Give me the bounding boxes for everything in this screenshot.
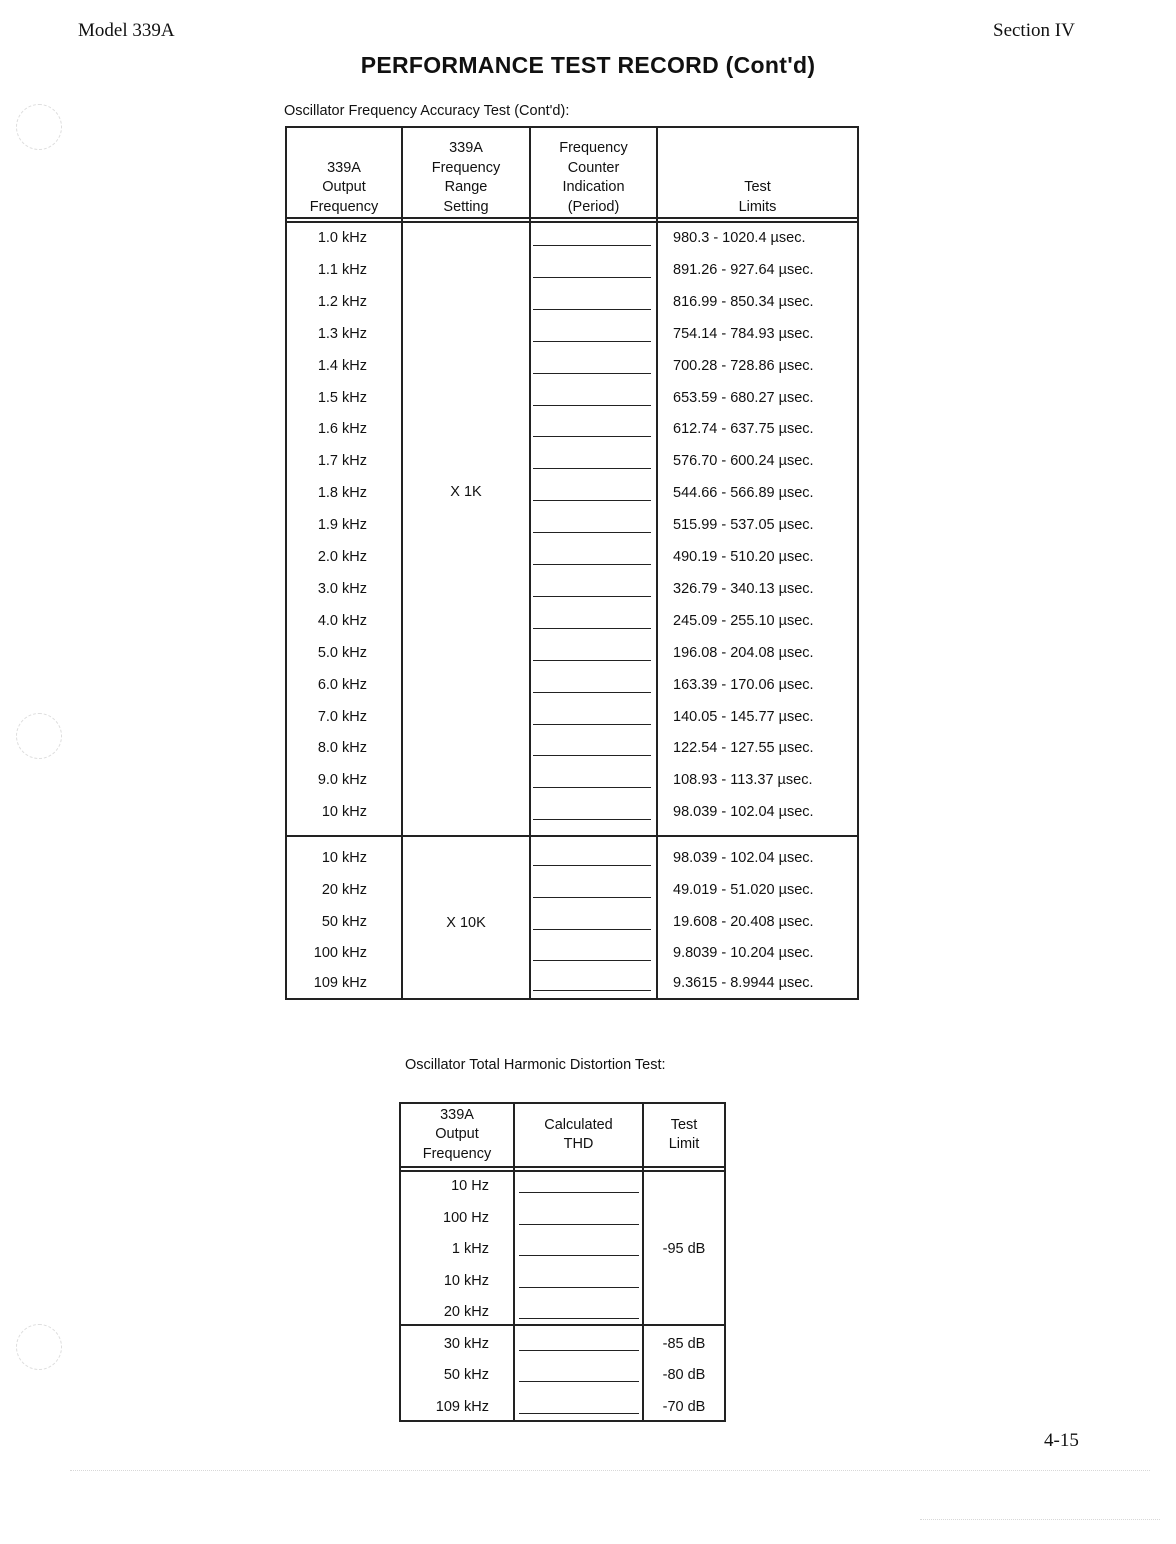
scan-artifact-line — [920, 1519, 1160, 1520]
output-frequency-cell: 1.2 kHz — [317, 293, 367, 310]
thd-test-limit-cell: -70 dB — [662, 1399, 706, 1415]
section-label: Section IV — [993, 20, 1075, 41]
header-line: Setting — [443, 198, 489, 215]
calculated-thd-entry-line[interactable] — [519, 1413, 639, 1414]
counter-indication-entry-line[interactable] — [533, 692, 651, 693]
thd-output-frequency-cell: 1 kHz — [451, 1241, 489, 1257]
test-limit-cell: 490.19 - 510.20 µsec. — [673, 549, 814, 565]
counter-indication-entry-line[interactable] — [533, 897, 651, 898]
counter-indication-entry-line[interactable] — [533, 405, 651, 406]
thd-table — [399, 1102, 726, 1422]
calculated-thd-entry-line[interactable] — [519, 1381, 639, 1382]
output-frequency-cell: 10 kHz — [321, 850, 367, 866]
header-line: 339A — [449, 140, 483, 156]
column-divider — [529, 128, 531, 998]
thd-test-caption: Oscillator Total Harmonic Distortion Test: — [405, 1057, 666, 1073]
output-frequency-cell: 1.9 kHz — [317, 517, 367, 534]
output-frequency-cell: 10 kHz — [321, 804, 367, 821]
counter-indication-entry-line[interactable] — [533, 341, 651, 342]
counter-indication-entry-line[interactable] — [533, 245, 651, 246]
thd-output-frequency-cell: 10 Hz — [451, 1178, 489, 1194]
test-limit-cell: 980.3 - 1020.4 µsec. — [673, 230, 806, 246]
counter-indication-entry-line[interactable] — [533, 373, 651, 374]
punch-hole-mark — [16, 104, 62, 150]
counter-indication-entry-line[interactable] — [533, 277, 651, 278]
thd-test-limit-cell: -80 dB — [662, 1367, 706, 1383]
test-limit-cell: 891.26 - 927.64 µsec. — [673, 261, 814, 278]
output-frequency-cell: 4.0 kHz — [317, 612, 367, 629]
header-line: 339A — [327, 159, 361, 176]
column-header-range-setting — [403, 128, 529, 220]
output-frequency-cell: 1.7 kHz — [317, 453, 367, 470]
header-line: Calculated — [544, 1116, 613, 1133]
test-limit-cell: 612.74 - 637.75 µsec. — [673, 421, 814, 438]
test-limit-cell: 98.039 - 102.04 µsec. — [673, 850, 814, 866]
test-limit-cell: 9.8039 - 10.204 µsec. — [673, 945, 814, 961]
output-frequency-cell: 1.4 kHz — [317, 357, 367, 374]
test-limit-cell: 326.79 - 340.13 µsec. — [673, 580, 814, 597]
calculated-thd-entry-line[interactable] — [519, 1318, 639, 1319]
counter-indication-entry-line[interactable] — [533, 990, 651, 991]
thd-output-frequency-cell: 30 kHz — [443, 1336, 489, 1352]
range-setting-x1k: X 1K — [450, 484, 482, 500]
header-line: Indication — [562, 179, 625, 195]
output-frequency-cell: 1.0 kHz — [317, 230, 367, 246]
test-limit-cell: 245.09 - 255.10 µsec. — [673, 612, 814, 629]
calculated-thd-entry-line[interactable] — [519, 1224, 639, 1225]
output-frequency-cell: 2.0 kHz — [317, 549, 367, 565]
thd-test-limit-cell: -95 dB — [662, 1241, 706, 1257]
thd-test-limit-cell: -85 dB — [662, 1336, 706, 1352]
header-line: Counter — [567, 159, 620, 176]
header-line: Output — [322, 179, 366, 195]
group-divider — [401, 1324, 724, 1326]
thd-output-frequency-cell: 10 kHz — [443, 1273, 489, 1289]
header-line: 339A — [440, 1106, 474, 1123]
column-header-output-frequency — [287, 128, 401, 220]
calculated-thd-entry-line[interactable] — [519, 1255, 639, 1256]
page-title: PERFORMANCE TEST RECORD (Cont'd) — [360, 52, 816, 78]
counter-indication-entry-line[interactable] — [533, 929, 651, 930]
counter-indication-entry-line[interactable] — [533, 564, 651, 565]
output-frequency-cell: 1.5 kHz — [317, 389, 367, 406]
thd-output-frequency-cell: 109 kHz — [435, 1399, 489, 1415]
output-frequency-cell: 7.0 kHz — [317, 708, 367, 725]
counter-indication-entry-line[interactable] — [533, 532, 651, 533]
test-limit-cell: 9.3615 - 8.9944 µsec. — [673, 975, 814, 991]
header-line: Frequency — [559, 140, 628, 156]
header-line: (Period) — [567, 198, 620, 215]
calculated-thd-entry-line[interactable] — [519, 1192, 639, 1193]
output-frequency-cell: 109 kHz — [313, 975, 367, 991]
output-frequency-cell: 6.0 kHz — [317, 676, 367, 693]
test-limit-cell: 140.05 - 145.77 µsec. — [673, 708, 814, 725]
header-line: Output — [435, 1126, 479, 1143]
calculated-thd-entry-line[interactable] — [519, 1350, 639, 1351]
accuracy-test-caption: Oscillator Frequency Accuracy Test (Cont'd): — [284, 103, 570, 119]
counter-indication-entry-line[interactable] — [533, 960, 651, 961]
thd-column-header-calculated-thd — [515, 1104, 642, 1166]
header-line: Limits — [738, 198, 777, 215]
counter-indication-entry-line[interactable] — [533, 309, 651, 310]
counter-indication-entry-line[interactable] — [533, 500, 651, 501]
header-line: Frequency — [309, 198, 379, 215]
header-line: Frequency — [431, 159, 501, 176]
header-line: THD — [563, 1136, 594, 1152]
range-setting-x10k: X 10K — [446, 915, 486, 931]
output-frequency-cell: 1.1 kHz — [317, 261, 367, 278]
header-line: Test — [744, 179, 771, 195]
output-frequency-cell: 5.0 kHz — [317, 644, 367, 661]
thd-output-frequency-cell: 100 Hz — [443, 1210, 489, 1226]
counter-indication-entry-line[interactable] — [533, 787, 651, 788]
model-label: Model 339A — [78, 20, 175, 41]
column-divider — [401, 128, 403, 998]
thd-output-frequency-cell: 50 kHz — [443, 1367, 489, 1383]
test-limit-cell: 196.08 - 204.08 µsec. — [673, 644, 814, 661]
thd-output-frequency-cell: 20 kHz — [443, 1304, 489, 1320]
output-frequency-cell: 3.0 kHz — [317, 580, 367, 597]
scan-artifact-line — [70, 1470, 1150, 1471]
column-header-test-limits — [658, 128, 857, 220]
punch-hole-mark — [16, 1324, 62, 1370]
output-frequency-cell: 1.8 kHz — [317, 485, 367, 502]
test-limit-cell: 108.93 - 113.37 µsec. — [673, 772, 813, 789]
thd-column-header-output-frequency — [401, 1104, 513, 1166]
counter-indication-entry-line[interactable] — [533, 755, 651, 756]
test-limit-cell: 49.019 - 51.020 µsec. — [673, 882, 814, 898]
output-frequency-cell: 100 kHz — [313, 945, 367, 961]
test-limit-cell: 163.39 - 170.06 µsec. — [673, 676, 814, 693]
thd-column-header-test-limit — [644, 1104, 724, 1166]
column-divider — [656, 128, 658, 998]
test-limit-cell: 816.99 - 850.34 µsec. — [673, 293, 814, 310]
page-number: 4-15 — [1044, 1430, 1079, 1451]
punch-hole-mark — [16, 713, 62, 759]
test-limit-cell: 576.70 - 600.24 µsec. — [673, 453, 814, 470]
calculated-thd-entry-line[interactable] — [519, 1287, 639, 1288]
counter-indication-entry-line[interactable] — [533, 724, 651, 725]
test-limit-cell: 98.039 - 102.04 µsec. — [673, 804, 814, 821]
header-line: Test — [670, 1116, 698, 1133]
counter-indication-entry-line[interactable] — [533, 468, 651, 469]
column-header-counter-indication — [531, 128, 656, 220]
frequency-accuracy-table — [285, 126, 859, 1000]
output-frequency-cell: 8.0 kHz — [317, 740, 367, 757]
header-divider — [401, 1166, 724, 1168]
group-divider — [287, 835, 857, 837]
output-frequency-cell: 9.0 kHz — [317, 772, 367, 789]
output-frequency-cell: 1.3 kHz — [317, 325, 367, 342]
counter-indication-entry-line[interactable] — [533, 436, 651, 437]
test-limit-cell: 515.99 - 537.05 µsec. — [673, 517, 814, 534]
test-limit-cell: 700.28 - 728.86 µsec. — [673, 357, 814, 374]
header-line: Range — [444, 179, 488, 195]
counter-indication-entry-line[interactable] — [533, 660, 651, 661]
header-line: Frequency — [422, 1145, 492, 1162]
output-frequency-cell: 20 kHz — [321, 882, 367, 898]
output-frequency-cell: 50 kHz — [321, 914, 367, 930]
test-limit-cell: 754.14 - 784.93 µsec. — [673, 325, 814, 342]
test-limit-cell: 544.66 - 566.89 µsec. — [673, 485, 814, 502]
header-line: Limit — [668, 1136, 700, 1152]
counter-indication-entry-line[interactable] — [533, 596, 651, 597]
counter-indication-entry-line[interactable] — [533, 819, 651, 820]
header-divider — [401, 1170, 724, 1172]
test-limit-cell: 19.608 - 20.408 µsec. — [673, 914, 814, 930]
test-limit-cell: 653.59 - 680.27 µsec. — [673, 389, 814, 406]
header-divider — [287, 221, 857, 223]
test-limit-cell: 122.54 - 127.55 µsec. — [673, 740, 814, 757]
output-frequency-cell: 1.6 kHz — [317, 421, 367, 438]
counter-indication-entry-line[interactable] — [533, 628, 651, 629]
counter-indication-entry-line[interactable] — [533, 865, 651, 866]
